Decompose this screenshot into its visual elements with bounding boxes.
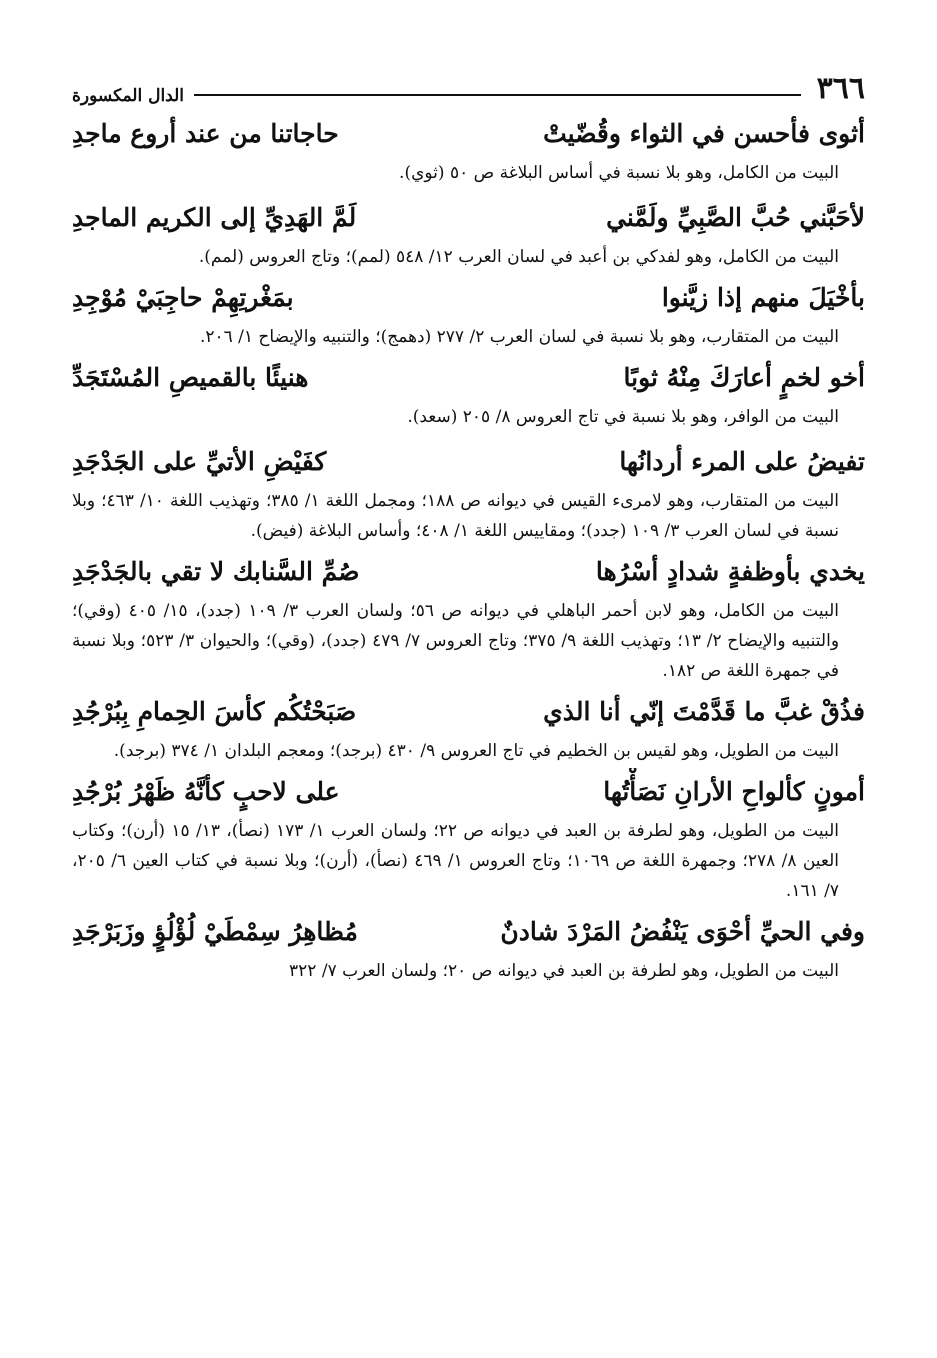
- verse-line: [72, 354, 865, 402]
- second-hemistich: صَبَحْتُكُم كأسَ الحِمامِ بِبُرْجُدِ: [72, 697, 357, 726]
- verse-line: [72, 768, 865, 816]
- page-header: [72, 62, 865, 106]
- first-hemistich: يخدي بأوظفةٍ شدادٍ أسْرُها: [595, 557, 865, 586]
- verse-entry: [72, 438, 865, 546]
- first-hemistich: أثوى فأحسن في الثواء وقُضّيتْ: [543, 119, 865, 148]
- section-title: الدال المكسورة: [72, 86, 185, 106]
- second-hemistich: كفَيْضِ الأتيِّ على الجَدْجَدِ: [72, 447, 327, 476]
- page-number: ٣٦٦: [816, 71, 865, 106]
- verse-note: البيت من الكامل، وهو بلا نسبة في أساس البلاغة ص ٥٠ (ثوي).: [399, 163, 839, 183]
- verse-entry: [72, 548, 865, 686]
- second-hemistich: هنيئًا بالقميصِ المُسْتَجَدِّ: [72, 363, 309, 392]
- header-rule: [194, 94, 801, 96]
- verse-entry: [72, 274, 865, 352]
- second-hemistich: على لاحبٍ كأنَّهُ ظَهْرُ بُرْجُدِ: [72, 777, 340, 806]
- verse-note: البيت من الطويل، وهو لطرفة بن العبد في ديوانه ص ٢٢؛ ولسان العرب ١/ ١٧٣ (نصأ)، ١٣/ ١٥ (أرن)؛ وكتاب العين ٨/ ٢٧٨؛ وجمهرة اللغة ص ١٠٦٩؛ وتاج العروس ١/ ٤٦٩ (نصأ)، (أرن)؛ وبلا نسبة في كتاب العين ٦/ ٢٠٥، ٧/ ١٦١.: [72, 821, 840, 901]
- verse-note: البيت من الطويل، وهو لقيس بن الخطيم في تاج العروس ٩/ ٤٣٠ (برجد)؛ ومعجم البلدان ١/ ٣٧٤ (برجد).: [113, 741, 839, 761]
- verse-note: البيت من المتقارب، وهو لامرىء القيس في ديوانه ص ١٨٨؛ ومجمل اللغة ١/ ٣٨٥؛ وتهذيب اللغة ١٠/ ٤٦٣؛ وبلا نسبة في لسان العرب ٣/ ١٠٩ (جدد)؛ ومقاييس اللغة ١/ ٤٠٨؛ وأساس البلاغة (فيض).: [72, 491, 839, 541]
- verse-entry: [72, 354, 865, 432]
- verse-entry: [72, 688, 865, 766]
- first-hemistich: لأحَبَّني حُبَّ الصَّبِيِّ ولَمَّني: [606, 203, 865, 232]
- first-hemistich: أمونٍ كألواحِ الأرانِ نَصَأْتُها: [603, 777, 865, 806]
- first-hemistich: فذُقْ غبَّ ما قَدَّمْتَ إنّي أنا الذي: [543, 697, 865, 726]
- verse-line: [72, 194, 865, 242]
- verse-note: البيت من الكامل، وهو لابن أحمر الباهلي في ديوانه ص ٥٦؛ ولسان العرب ٣/ ١٠٩ (جدد)، ١٥/ ٤٠٥ (وقي)؛ والتنبيه والإيضاح ٢/ ١٣؛ وتهذيب اللغة ٩/ ٣٧٥؛ وتاج العروس ٧/ ٤٧٩ (جدد)، (وقي)؛ والحيوان ٣/ ٥٢٣؛ وبلا نسبة في جمهرة اللغة ص ١٨٢.: [72, 601, 840, 681]
- verse-line: [72, 548, 865, 596]
- verse-line: [72, 274, 865, 322]
- verse-line: [72, 438, 865, 486]
- first-hemistich: أخو لخمٍ أعارَكَ مِنْهُ ثوبًا: [623, 363, 865, 392]
- second-hemistich: لَمَّ الهَدِيِّ إلى الكريم الماجدِ: [72, 203, 357, 232]
- verse-entry: [72, 908, 865, 986]
- verse-entry: [72, 110, 865, 188]
- first-hemistich: وفي الحيِّ أحْوَى يَنْفُضُ المَرْدَ شادنٌ: [500, 917, 865, 946]
- verse-entry: [72, 194, 865, 272]
- verse-line: [72, 688, 865, 736]
- verse-line: [72, 110, 865, 158]
- verse-note: البيت من الوافر، وهو بلا نسبة في تاج العروس ٨/ ٢٠٥ (سعد).: [407, 407, 839, 427]
- second-hemistich: حاجاتنا من عند أروع ماجدِ: [72, 119, 339, 148]
- verse-note: البيت من الكامل، وهو لفدكي بن أعبد في لسان العرب ١٢/ ٥٤٨ (لمم)؛ وتاج العروس (لمم).: [198, 247, 839, 267]
- verse-entry: [72, 768, 865, 906]
- verse-note: البيت من الطويل، وهو لطرفة بن العبد في ديوانه ص ٢٠؛ ولسان العرب ٧/ ٣٢٢: [289, 961, 839, 981]
- second-hemistich: مُظاهِرُ سِمْطَيْ لُؤْلُؤٍ وزَبَرْجَدِ: [72, 917, 358, 946]
- verse-line: [72, 908, 865, 956]
- verse-entries: [72, 110, 865, 986]
- first-hemistich: بأخْيَلَ منهم إذا زيَّنوا: [661, 283, 865, 312]
- first-hemistich: تفيضُ على المرء أردانُها: [619, 447, 865, 476]
- second-hemistich: صُمِّ السَّنابك لا تقي بالجَدْجَدِ: [72, 557, 360, 586]
- second-hemistich: بمَغْرتِهِمْ حاجِبَيْ مُوْجِدِ: [72, 283, 294, 312]
- verse-note: البيت من المتقارب، وهو بلا نسبة في لسان العرب ٢/ ٢٧٧ (دهمج)؛ والتنبيه والإيضاح ١/ ٢٠٦.: [199, 327, 839, 347]
